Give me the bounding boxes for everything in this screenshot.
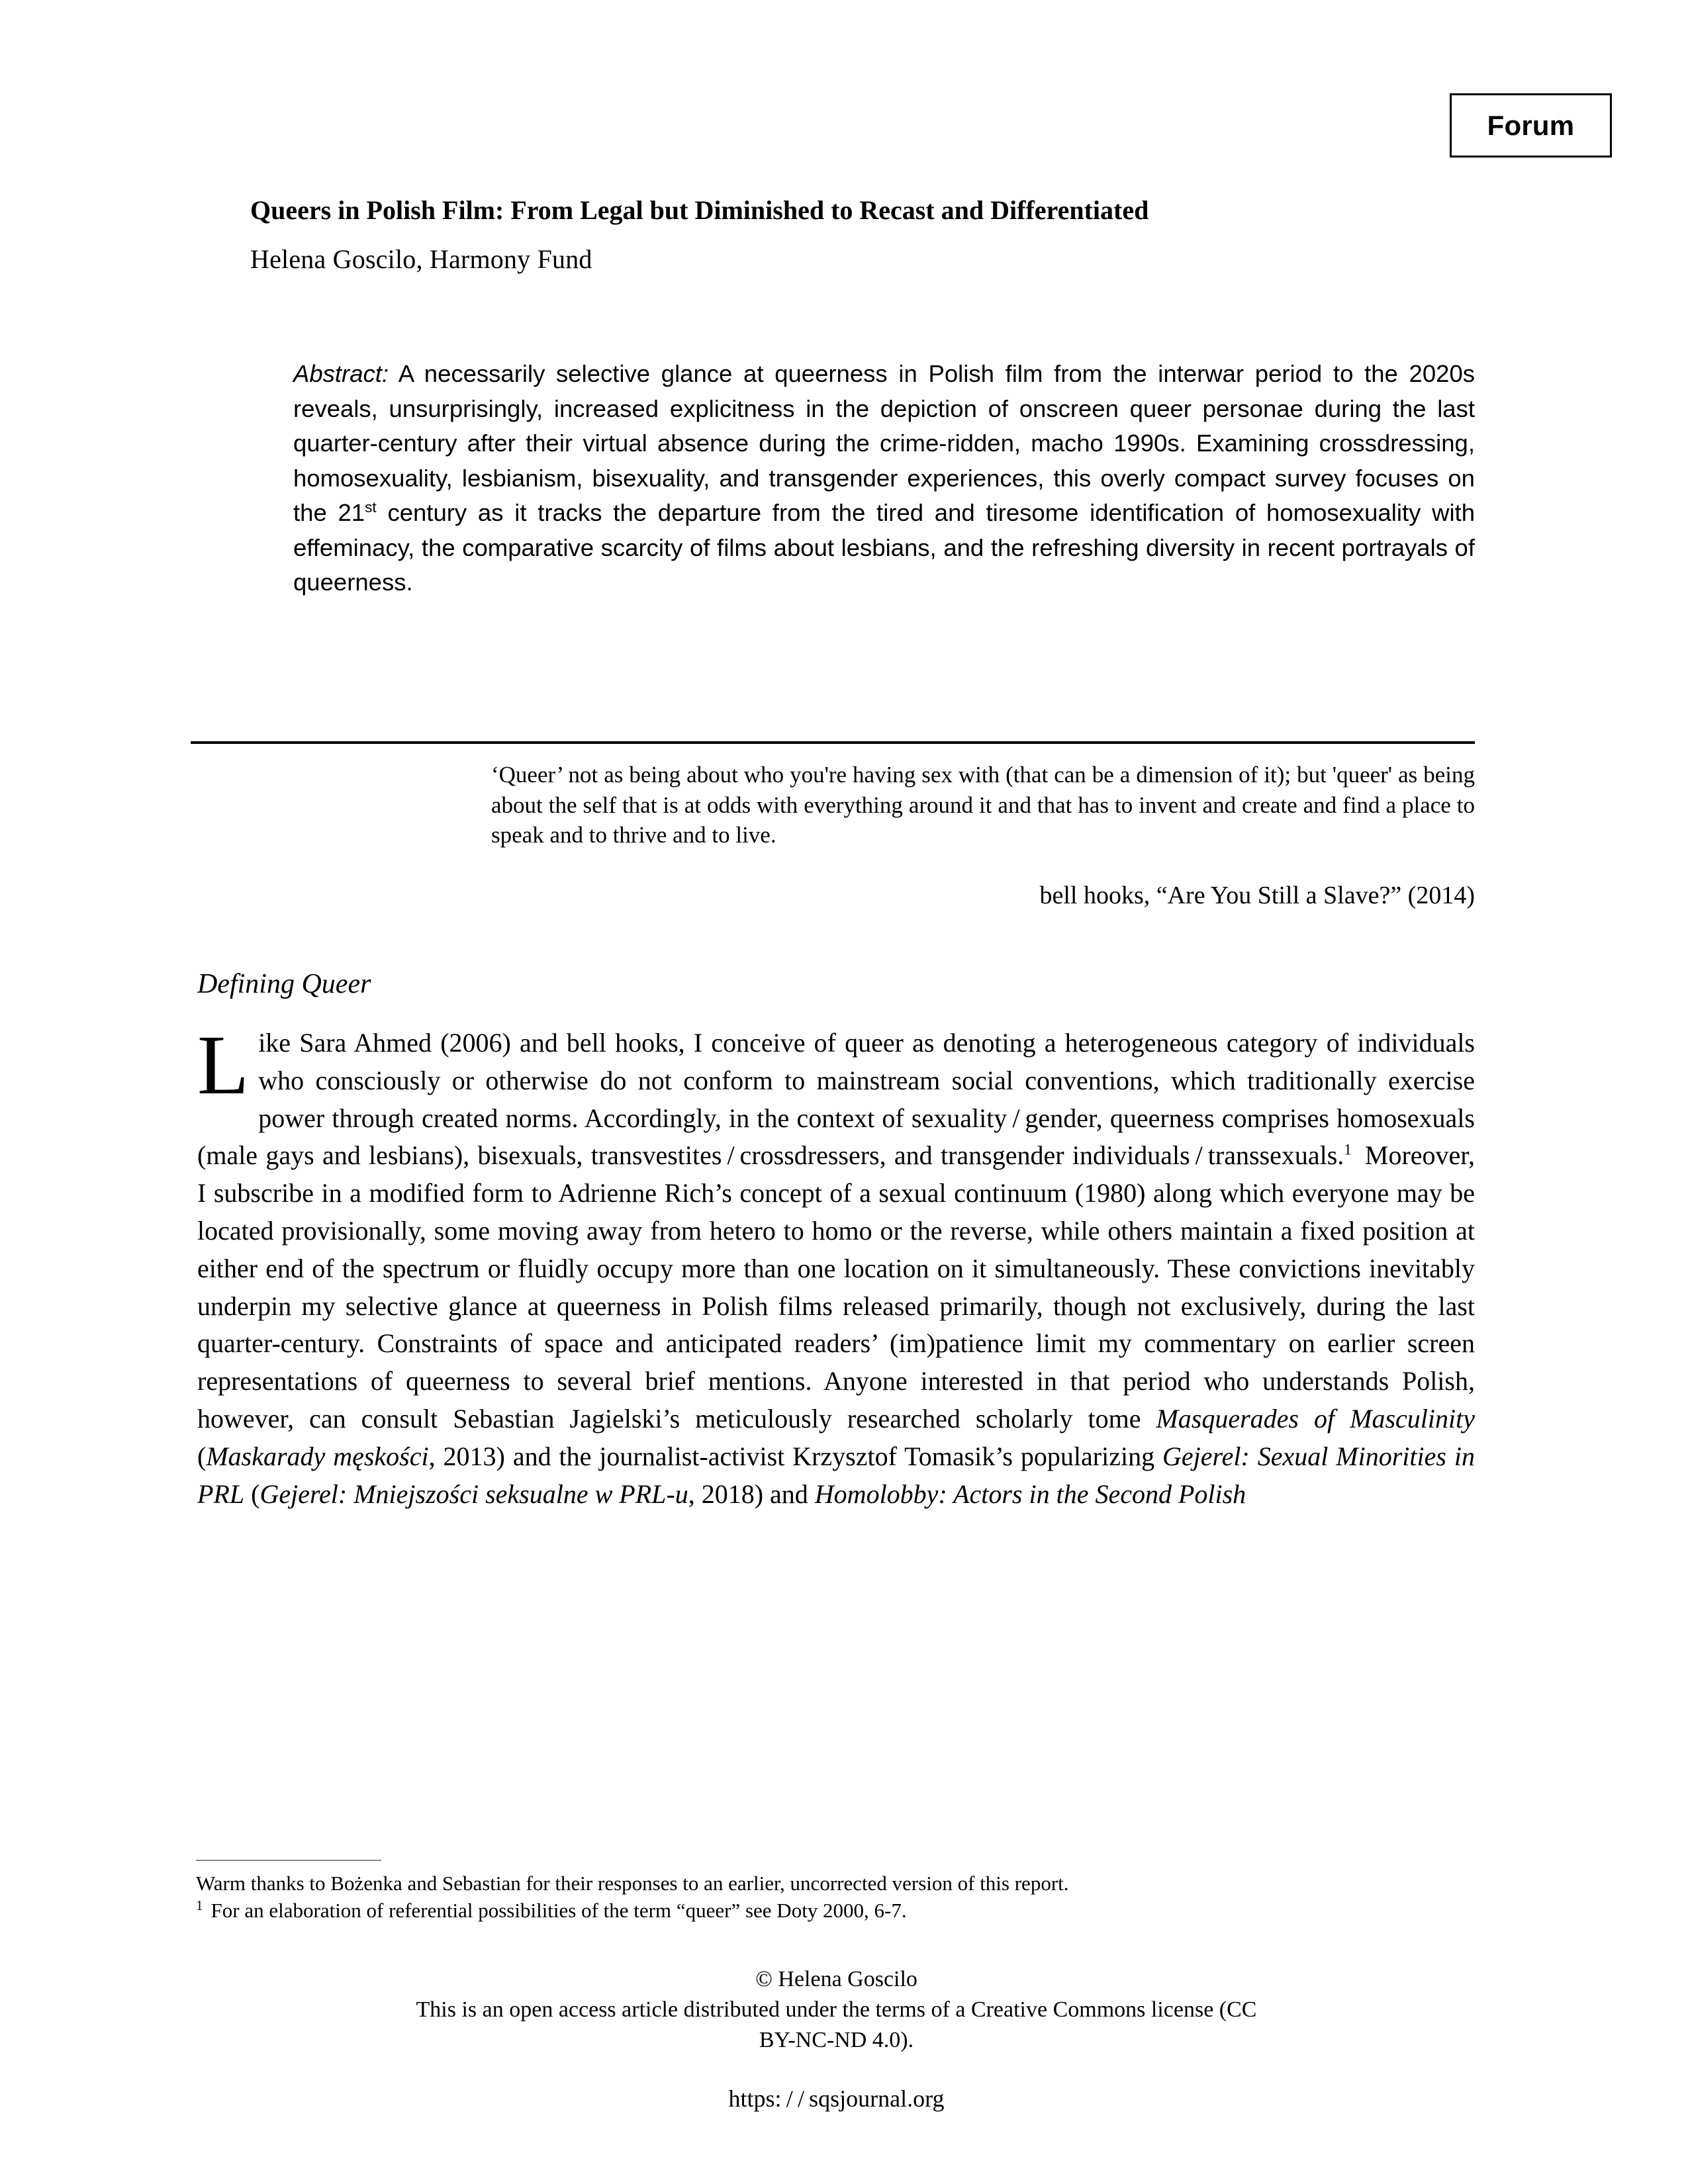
copyright-line: © Helena Goscilo: [755, 1967, 917, 1991]
license-block: [196, 1964, 1477, 2056]
body-paragraph: [197, 1018, 1475, 1513]
epigraph-block: [491, 760, 1475, 912]
section-heading: Defining Queer: [197, 969, 371, 999]
license-line-1: This is an open access article distributed under the terms of a Creative Commons license (CC: [416, 1997, 1257, 2023]
abstract-ordinal-suffix: st: [365, 499, 377, 516]
book-title-gejerel-en: Gejerel: Sexual Minorities in PRL: [197, 1441, 1475, 1509]
journal-url[interactable]: https: / / sqsjournal.org: [728, 2085, 945, 2112]
forum-badge: [1450, 93, 1612, 158]
forum-badge-label: Forum: [1487, 109, 1575, 141]
footnote-acknowledgement: Warm thanks to Bożenka and Sebastian for their responses to an earlier, uncorrected version of this report.: [196, 1872, 1069, 1895]
footnote-reference-1[interactable]: 1: [1344, 1142, 1352, 1160]
license-line-2: BY-NC-ND 4.0).: [759, 2028, 914, 2053]
epigraph-quote: ‘Queer’ not as being about who you're having sex with (that can be a dimension of it); but 'queer' as being about the self that is at odds with everything around it and that has to invent and create and find a place to speak and to thrive and to live.: [491, 762, 1475, 848]
page-title: Queers in Polish Film: From Legal but Diminished to Recast and Differentiated: [250, 195, 1149, 225]
drop-cap: L: [197, 1018, 250, 1112]
epigraph-divider: [191, 741, 1475, 744]
book-title-gejerel-pl: Gejerel: Mniejszości seksualne w PRL-u: [259, 1479, 688, 1509]
body-segment-1: ike Sara Ahmed (2006) and bell hooks, I conceive of queer as denoting a heterogeneous category of individuals who consciously or otherwise do not conform to mainstream social conventions, which traditionally exercise power through created norms. Accordingly, in the context of sexuality / gender, queerness comprises homosexuals (male gays and lesbians), bisexuals, transvestites / crossdressers, and transgender individuals / transsexuals.: [197, 1028, 1475, 1171]
book-title-maskarady: Maskarady męskości: [206, 1441, 429, 1471]
abstract-paragraph: [293, 357, 1475, 600]
abstract-text-part2: century as it tracks the departure from the tired and tiresome identification of homosexuality with effeminacy, the comparative scarcity of films about lesbians, and the refreshing diversity in recent portrayals of queerness.: [293, 499, 1475, 596]
title-block: [250, 195, 1475, 275]
abstract-text-part1: A necessarily selective glance at queerness in Polish film from the interwar period to the 2020s reveals, unsurprisingly, increased explicitness in the depiction of onscreen queer personae during the last quarter-century after their virtual absence during the crime-ridden, macho 1990s. Examining crossdressing, homosexuality, lesbianism, bisexuality, and transgender experiences, this overly compact survey focuses on the 21: [293, 360, 1475, 527]
book-title-masquerades: Masquerades of Masculinity: [1156, 1403, 1475, 1433]
body-segment-2: Moreover, I subscribe in a modified form to Adrienne Rich’s concept of a sexual continuum (1980) along which everyone may be located provisionally, some moving away from hetero to homo or the reverse, while others maintain a fixed position at either end of the spectrum or fluidly occupy more than one location on it simultaneously. These convictions inevitably underpin my selective glance at queerness in Polish films released primarily, though not exclusively, during the last quarter-century. Constraints of space and anticipated readers’ (im)patience limit my commentary on earlier screen representations of queerness to several brief mentions. Anyone interested in that period who understands Polish, however, can consult Sebastian Jagielski’s meticulously researched scholarly tome: [197, 1140, 1475, 1433]
body-segment-3: (: [197, 1441, 207, 1471]
footnote-block: [196, 1870, 1477, 1925]
epigraph-attribution: bell hooks, “Are You Still a Slave?” (2014): [1039, 881, 1475, 909]
footnote-text-1: For an elaboration of referential possibilities of the term “queer” see Doty 2000, 6-7.: [211, 1898, 907, 1922]
author-list: Helena Goscilo, Harmony Fund: [250, 244, 592, 274]
body-segment-4: , 2013) and the journalist-activist Krzysztof Tomasik’s popularizing: [428, 1441, 1163, 1471]
footnote-divider: [196, 1860, 381, 1861]
footnote-item-1: [196, 1897, 1477, 1925]
body-segment-5: (: [244, 1479, 260, 1509]
book-title-homolobby: Homolobby: Actors in the Second Polish: [814, 1479, 1246, 1509]
abstract-label: Abstract:: [293, 360, 389, 387]
footnote-marker-1: 1: [196, 1897, 203, 1913]
body-segment-6: , 2018) and: [688, 1479, 815, 1509]
